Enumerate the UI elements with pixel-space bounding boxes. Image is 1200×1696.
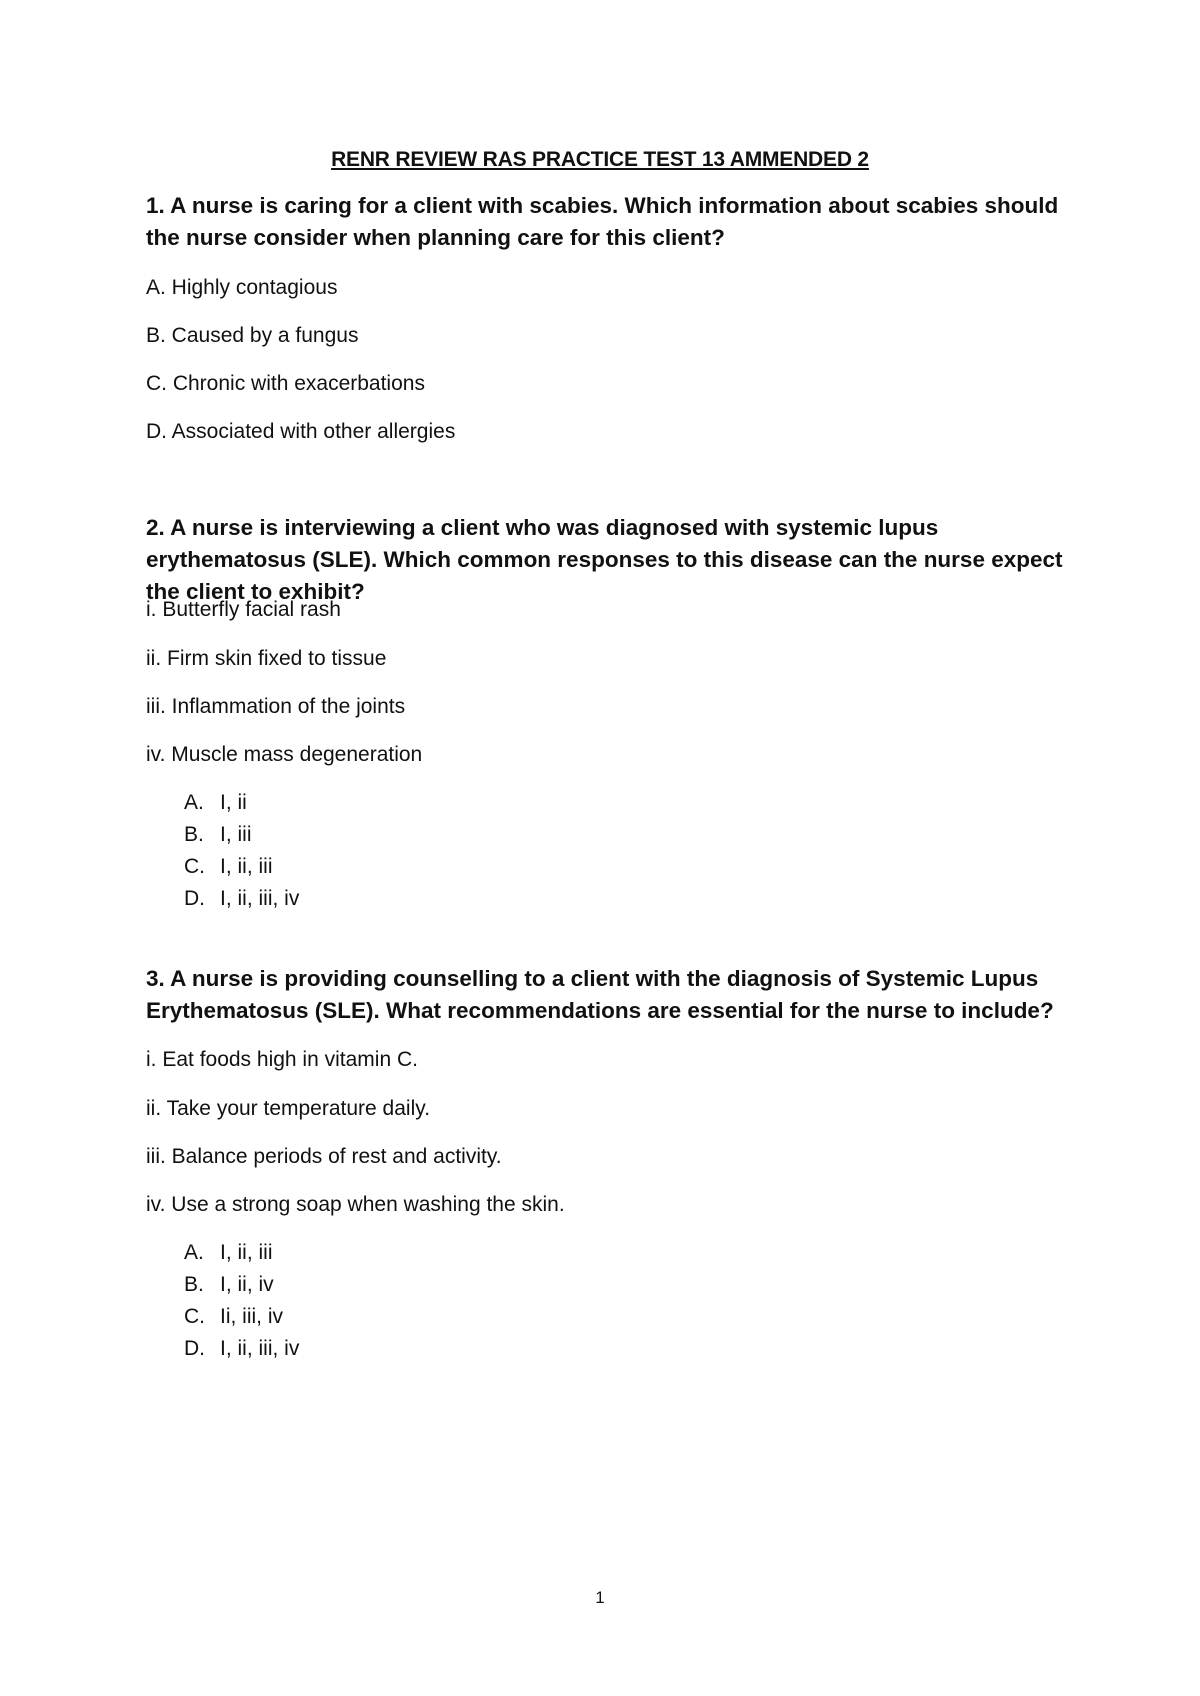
question-1-stem: 1. A nurse is caring for a client with scabies. Which information about scabies should the nurse consider when planning care for this client? [146,193,1059,250]
option-text: I, ii, iii [220,855,273,878]
page-title: RENR REVIEW RAS PRACTICE TEST 13 AMMENDED 2 [331,148,869,171]
question-3-statement-ii: ii. Take your temperature daily. [146,1097,431,1120]
question-2-option-d [184,885,299,913]
option-letter: D. [184,887,205,910]
question-1-choice-a: A. Highly contagious [146,276,338,299]
question-2-option-c [184,853,273,881]
option-text: I, ii, iii, iv [220,1337,300,1360]
question-3-option-b [184,1271,274,1299]
option-letter: D. [184,1337,205,1360]
question-3-option-a [184,1239,273,1267]
question-3-statement-iv: iv. Use a strong soap when washing the skin. [146,1193,565,1216]
question-2-statement-i: i. Butterfly facial rash [146,598,341,621]
option-letter: C. [184,1305,205,1328]
question-2-option-b [184,821,252,849]
question-1-choice-b: B. Caused by a fungus [146,324,359,347]
option-letter: B. [184,1273,204,1296]
question-2-stem: 2. A nurse is interviewing a client who was diagnosed with systemic lupus erythematosus (SLE). Which common responses to this disease can the nurse expect the client to exhibit? [146,515,1063,604]
page-number: 1 [595,1588,605,1607]
option-text: I, ii [220,791,247,814]
question-2-statement-iii: iii. Inflammation of the joints [146,695,406,718]
option-text: I, ii, iv [220,1273,274,1296]
question-3-statement-iii: iii. Balance periods of rest and activity. [146,1145,502,1168]
option-text: I, ii, iii, iv [220,887,300,910]
option-text: I, ii, iii [220,1241,273,1264]
option-letter: A. [184,1241,204,1264]
option-letter: C. [184,855,205,878]
question-2-option-a [184,789,247,817]
question-2-statement-ii: ii. Firm skin fixed to tissue [146,647,387,670]
question-1-choice-c: C. Chronic with exacerbations [146,372,425,395]
question-3-stem: 3. A nurse is providing counselling to a client with the diagnosis of Systemic Lupus Erythematosus (SLE). What recommendations are essential for the nurse to include? [146,966,1054,1023]
question-3-option-d [184,1335,299,1363]
question-2-statement-iv: iv. Muscle mass degeneration [146,743,423,766]
question-3-option-c [184,1303,283,1331]
question-1-choice-d: D. Associated with other allergies [146,420,456,443]
option-text: Ii, iii, iv [220,1305,283,1328]
option-letter: B. [184,823,204,846]
question-3-statement-i: i. Eat foods high in vitamin C. [146,1048,418,1071]
option-letter: A. [184,791,204,814]
option-text: I, iii [220,823,252,846]
